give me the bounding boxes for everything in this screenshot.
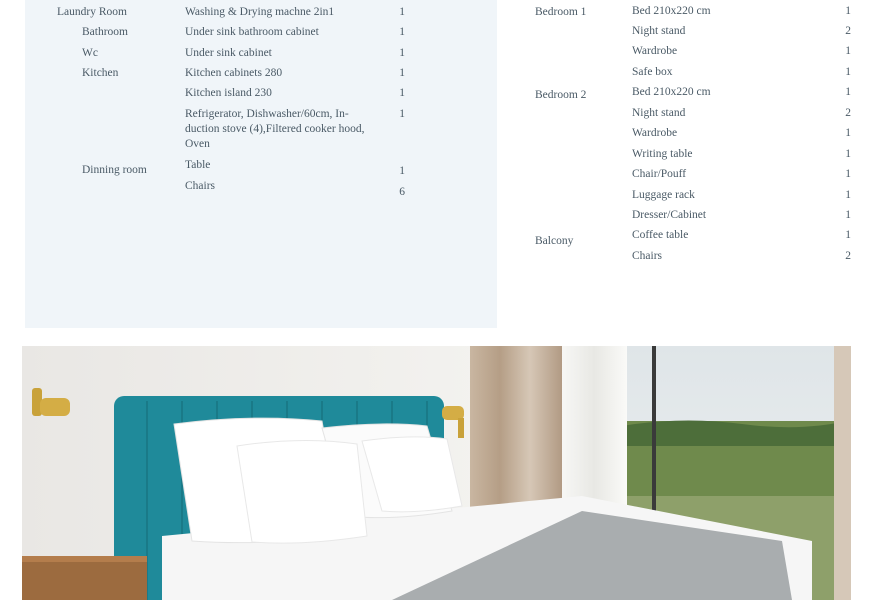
item-name: Kitchen island 230 [185, 87, 272, 99]
item-qty: 1 [399, 165, 405, 177]
item-qty: 2 [845, 250, 851, 262]
item-name: Bed 210x220 cm [632, 5, 711, 17]
bedroom-illustration [22, 346, 851, 600]
item-name: Under sink bathroom cabinet [185, 26, 319, 38]
item-qty: 1 [845, 189, 851, 201]
item-qty: 1 [845, 86, 851, 98]
item-qty: 1 [399, 87, 405, 99]
room-name: Laundry Room [57, 6, 127, 18]
item-name: Night stand [632, 25, 686, 37]
item-name: Luggage rack [632, 189, 695, 201]
room-name: Bathroom [82, 26, 128, 38]
room-name: Balcony [535, 235, 574, 247]
item-qty: 1 [845, 127, 851, 139]
bedroom-photo [22, 346, 851, 600]
item-name: Coffee table [632, 229, 689, 241]
item-name: Table [185, 159, 211, 171]
item-name: Washing & Drying machne 2in1 [185, 6, 335, 18]
room-name: Wc [82, 47, 98, 59]
room-name: Bedroom 2 [535, 89, 587, 101]
item-qty: 1 [399, 26, 405, 38]
item-name: Bed 210x220 cm [632, 86, 711, 98]
room-name: Dinning room [82, 164, 147, 176]
item-qty: 1 [845, 168, 851, 180]
item-qty: 2 [845, 25, 851, 37]
nightstand [22, 556, 147, 600]
item-qty: 1 [845, 45, 851, 57]
item-qty: 1 [399, 47, 405, 59]
item-qty: 2 [845, 107, 851, 119]
item-qty: 1 [845, 209, 851, 221]
item-name: Under sink cabinet [185, 47, 272, 59]
room-name: Bedroom 1 [535, 6, 587, 18]
item-name: Night stand [632, 107, 686, 119]
item-qty: 1 [845, 66, 851, 78]
item-qty: 1 [399, 67, 405, 79]
item-name: Safe box [632, 66, 673, 78]
item-qty: 1 [845, 5, 851, 17]
room-name: Kitchen [82, 67, 119, 79]
item-qty: 1 [399, 108, 405, 120]
item-name: Kitchen cabinets 280 [185, 67, 283, 79]
item-qty: 1 [399, 6, 405, 18]
item-qty: 6 [399, 186, 405, 198]
item-name: Writing table [632, 148, 693, 160]
item-qty: 1 [845, 229, 851, 241]
item-name: Chairs [632, 250, 663, 262]
item-name: Refrigerator, Dishwasher/60cm, In-duction stove (4),Filtered cooker hood, Oven [185, 108, 365, 150]
item-name: Wardrobe [632, 45, 678, 57]
item-name: Chair/Pouff [632, 168, 687, 180]
pillow [237, 440, 367, 543]
item-name: Wardrobe [632, 127, 678, 139]
item-name: Dresser/Cabinet [632, 209, 707, 221]
item-qty: 1 [845, 148, 851, 160]
item-name: Chairs [185, 180, 216, 192]
